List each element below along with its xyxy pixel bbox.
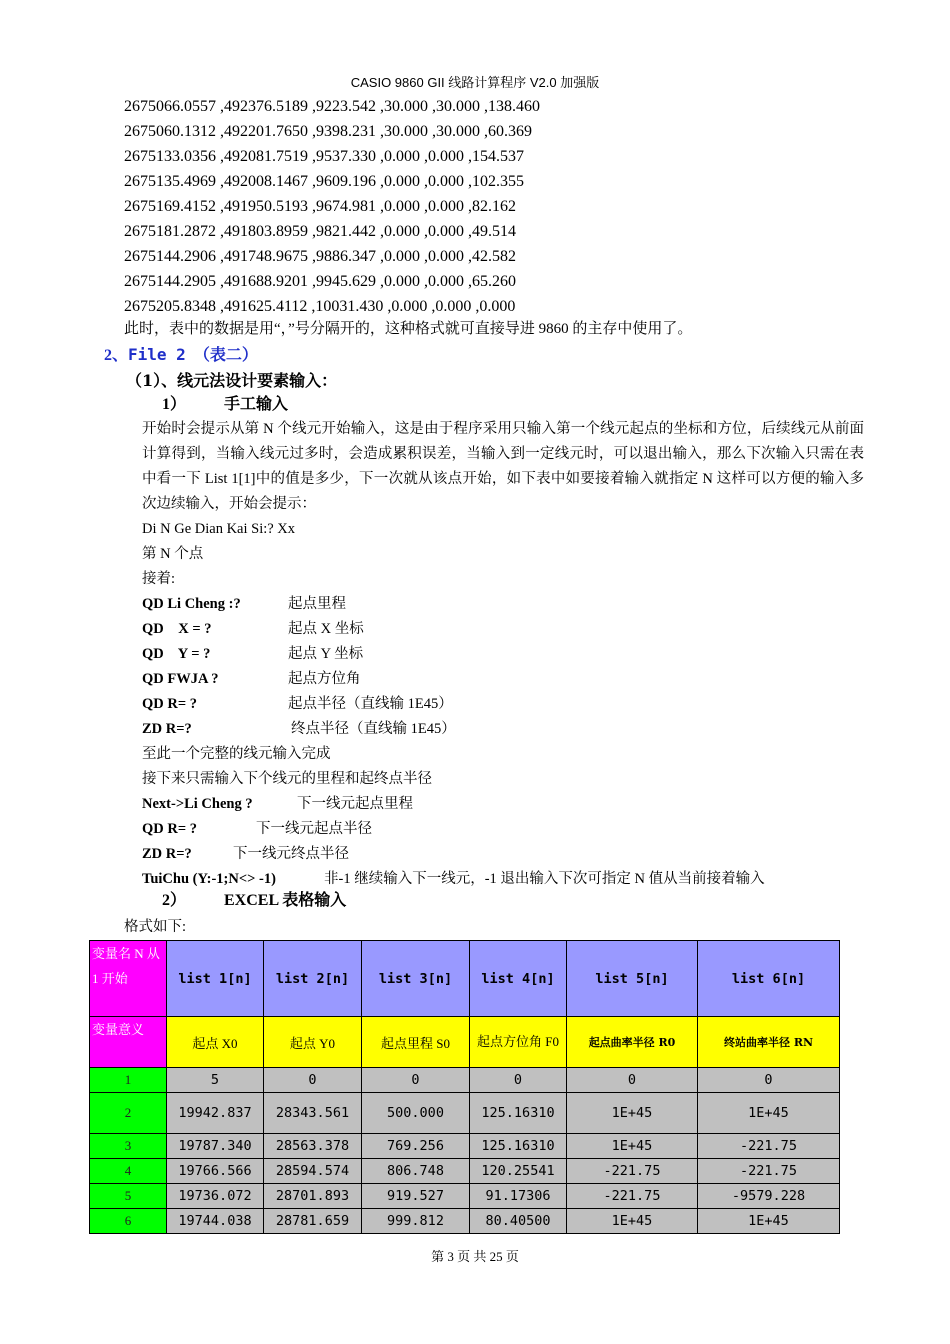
table-cell: 1E+45	[567, 1093, 698, 1134]
table-cell: 1E+45	[698, 1093, 840, 1134]
field-row	[142, 817, 864, 842]
field-value: 起点半径（直线输 1E45）	[288, 696, 453, 712]
table-cell: 19736.072	[167, 1184, 264, 1209]
meaning-cell: 起点 Y0	[264, 1017, 362, 1068]
prompt-line: Di N Ge Dian Kai Si:? Xx	[142, 521, 296, 537]
column-header: list 4[n]	[470, 941, 567, 1017]
field-value: 起点 X 坐标	[288, 621, 364, 637]
table-header-row	[90, 941, 840, 1017]
excel-table	[89, 940, 840, 1234]
field-row	[142, 842, 864, 867]
excel-title: EXCEL 表格输入	[224, 892, 347, 909]
field-key: QD X = ?	[142, 621, 212, 637]
table-cell: -221.75	[698, 1159, 840, 1184]
table-cell: -221.75	[567, 1184, 698, 1209]
table-cell: 919.527	[362, 1184, 470, 1209]
page-header: CASIO 9860 GII 线路计算程序 V2.0 加强版	[350, 75, 600, 90]
field-key: QD R= ?	[142, 696, 197, 712]
data-line: 2675181.2872 ,491803.8959 ,9821.442 ,0.000 ,0.000 ,49.514	[124, 223, 516, 240]
table-cell: 806.748	[362, 1159, 470, 1184]
table-row	[90, 1068, 840, 1093]
field-key: QD FWJA ?	[142, 671, 219, 687]
column-header: list 2[n]	[264, 941, 362, 1017]
field-row	[142, 792, 864, 817]
data-line: 2675133.0356 ,492081.7519 ,9537.330 ,0.000 ,0.000 ,154.537	[124, 148, 524, 165]
manual-title: 手工输入	[224, 396, 289, 413]
table-cell: 999.812	[362, 1209, 470, 1234]
field-key: ZD R=?	[142, 721, 192, 737]
field-row	[142, 717, 864, 742]
corner-cell: 变量意义	[90, 1017, 167, 1068]
data-line: 2675135.4969 ,492008.1467 ,9609.196 ,0.000 ,0.000 ,102.355	[124, 173, 524, 190]
table-cell: 19744.038	[167, 1209, 264, 1234]
table-cell: 0	[362, 1068, 470, 1093]
manual-input-heading	[162, 393, 288, 417]
field-value: 起点里程	[288, 596, 346, 612]
table-cell: 28343.561	[264, 1093, 362, 1134]
table-cell: -221.75	[567, 1159, 698, 1184]
table-cell: 80.40500	[470, 1209, 567, 1234]
field-value: 下一线元起点里程	[297, 796, 413, 812]
table-cell: 28781.659	[264, 1209, 362, 1234]
section-heading	[104, 343, 258, 368]
field-value: 下一线元起点半径	[256, 821, 372, 837]
field-value: 终点半径（直线输 1E45）	[291, 721, 456, 737]
row-index: 6	[90, 1209, 167, 1234]
column-header: list 1[n]	[167, 941, 264, 1017]
complete-line: 至此一个完整的线元输入完成	[142, 746, 331, 762]
next-label: 接着:	[142, 571, 176, 587]
table-cell: 19942.837	[167, 1093, 264, 1134]
table-cell: 91.17306	[470, 1184, 567, 1209]
manual-number: 1）	[162, 396, 187, 413]
table-row	[90, 1134, 840, 1159]
meaning-cell: 起点 X0	[167, 1017, 264, 1068]
meaning-cell: 起点方位角 F0	[470, 1017, 567, 1068]
meaning-cell: 起点里程 S0	[362, 1017, 470, 1068]
column-header: list 3[n]	[362, 941, 470, 1017]
field-row	[142, 667, 864, 692]
table-cell: 28563.378	[264, 1134, 362, 1159]
format-note: 此时，表中的数据是用“，”号分隔开的，这种格式就可直接导进 9860 的主存中使用了。	[124, 321, 693, 337]
data-line: 2675169.4152 ,491950.5193 ,9674.981 ,0.000 ,0.000 ,82.162	[124, 198, 516, 215]
field-key: Next->Li Cheng ?	[142, 796, 253, 812]
table-row	[90, 1209, 840, 1234]
field-row	[142, 617, 864, 642]
manual-body	[142, 417, 864, 892]
table-row	[90, 1093, 840, 1134]
table-cell: 28701.893	[264, 1184, 362, 1209]
field-key: QD Y = ?	[142, 646, 211, 662]
row-index: 2	[90, 1093, 167, 1134]
table-cell: 19766.566	[167, 1159, 264, 1184]
field-row	[142, 642, 864, 667]
intro-paragraph: 开始时会提示从第 N 个线元开始输入，这是由于程序采用只输入第一个线元起点的坐标和方位，后续线元从前面计算得到，当输入线元过多时，会造成累积误差，当输入到一定线元时，可以退出输入，那么下次输入只需在表中看一下 List 1[1]中的值是多少，下一次就从该点开始，如下表中如要接着输入就指定 N 这样可以方便的输入多次边续输入，开始会提示：	[142, 421, 864, 512]
field-value: 非-1 继续输入下一线元，-1 退出输入下次可指定 N 值从当前接着输入	[324, 871, 765, 887]
table-cell: 120.25541	[470, 1159, 567, 1184]
format-label: 格式如下:	[124, 919, 187, 935]
table-cell: 5	[167, 1068, 264, 1093]
table-cell: 500.000	[362, 1093, 470, 1134]
table-cell: 125.16310	[470, 1093, 567, 1134]
meaning-cell: 起点曲率半径 R0	[567, 1017, 698, 1068]
table-cell: -221.75	[698, 1134, 840, 1159]
prompt-meaning: 第 N 个点	[142, 546, 204, 562]
subsection-heading: （1）、线元法设计要素输入：	[126, 371, 338, 390]
field-value: 下一线元终点半径	[233, 846, 349, 862]
field-key: QD R= ?	[142, 821, 197, 837]
table-cell: 769.256	[362, 1134, 470, 1159]
table-meaning-row	[90, 1017, 840, 1068]
table-cell: 1E+45	[567, 1209, 698, 1234]
then-line: 接下来只需输入下个线元的里程和起终点半径	[142, 771, 432, 787]
table-cell: 0	[567, 1068, 698, 1093]
table-cell: -9579.228	[698, 1184, 840, 1209]
field-row	[142, 592, 864, 617]
data-line: 2675060.1312 ,492201.7650 ,9398.231 ,30.000 ,30.000 ,60.369	[124, 123, 532, 140]
section-table: （表二）	[193, 347, 258, 364]
table-cell: 125.16310	[470, 1134, 567, 1159]
table-cell: 0	[264, 1068, 362, 1093]
table-cell: 0	[470, 1068, 567, 1093]
table-cell: 19787.340	[167, 1134, 264, 1159]
row-index: 1	[90, 1068, 167, 1093]
column-header: list 5[n]	[567, 941, 698, 1017]
field-key: QD Li Cheng :?	[142, 596, 241, 612]
meaning-cell: 终站曲率半径 RN	[698, 1017, 840, 1068]
table-cell: 1E+45	[567, 1134, 698, 1159]
field-key: TuiChu (Y:-1;N<> -1)	[142, 871, 276, 887]
data-line: 2675066.0557 ,492376.5189 ,9223.542 ,30.000 ,30.000 ,138.460	[124, 98, 540, 115]
data-line: 2675144.2905 ,491688.9201 ,9945.629 ,0.000 ,0.000 ,65.260	[124, 273, 516, 290]
excel-input-heading	[162, 889, 346, 913]
table-row	[90, 1159, 840, 1184]
field-row	[142, 692, 864, 717]
table-cell: 1E+45	[698, 1209, 840, 1234]
excel-number: 2）	[162, 892, 187, 909]
row-index: 4	[90, 1159, 167, 1184]
column-header: list 6[n]	[698, 941, 840, 1017]
table-cell: 0	[698, 1068, 840, 1093]
section-file: File 2	[128, 345, 186, 364]
data-line: 2675205.8348 ,491625.4112 ,10031.430 ,0.000 ,0.000 ,0.000	[124, 298, 516, 315]
field-value: 起点 Y 坐标	[288, 646, 364, 662]
field-value: 起点方位角	[288, 671, 361, 687]
page-footer: 第 3 页 共 25 页	[431, 1249, 519, 1264]
section-number: 2、	[104, 347, 129, 364]
row-index: 3	[90, 1134, 167, 1159]
data-lines	[124, 94, 540, 319]
data-line: 2675144.2906 ,491748.9675 ,9886.347 ,0.000 ,0.000 ,42.582	[124, 248, 516, 265]
corner-cell: 变量名 N 从 1 开始	[90, 941, 167, 1017]
table-cell: 28594.574	[264, 1159, 362, 1184]
field-key: ZD R=?	[142, 846, 192, 862]
table-row	[90, 1184, 840, 1209]
row-index: 5	[90, 1184, 167, 1209]
